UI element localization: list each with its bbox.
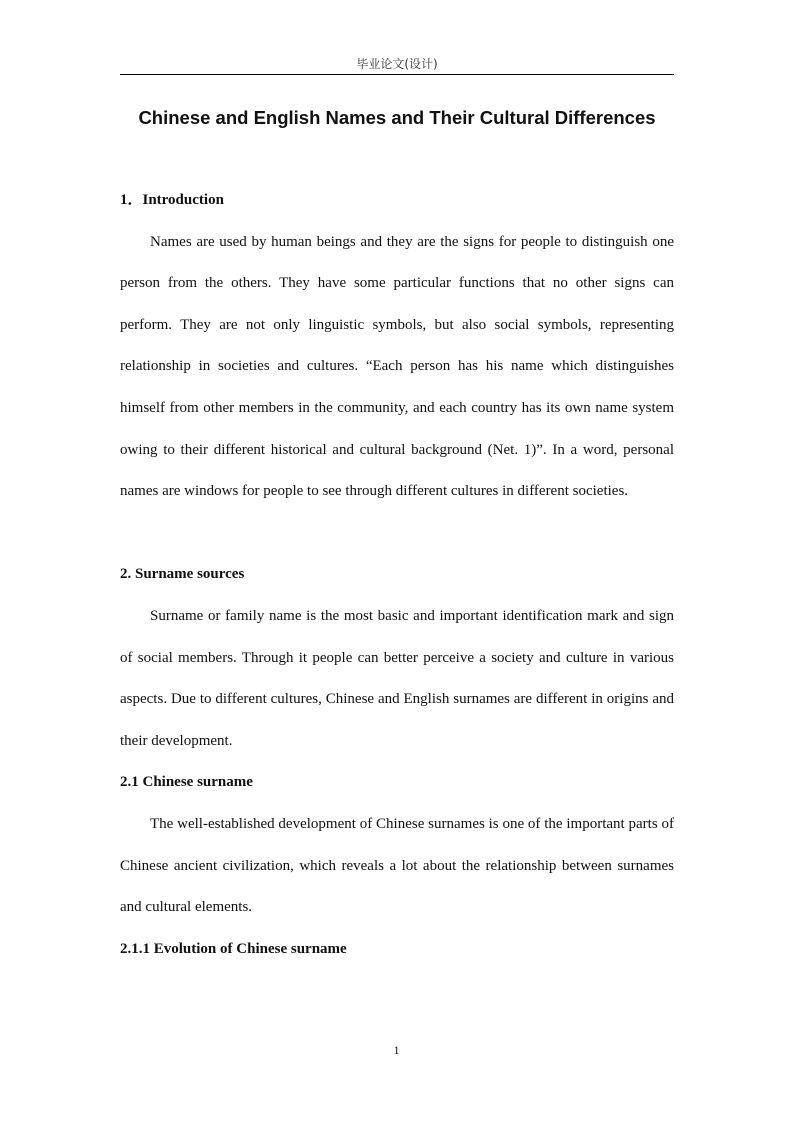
- section-heading-chinese-surname: 2.1 Chinese surname: [120, 774, 253, 791]
- section-heading-introduction: 1．Introduction: [120, 192, 224, 208]
- body-content: [120, 180, 674, 970]
- paragraph-surname-sources: Surname or family name is the most basic and important identification mark and sign of social members. Through it people can better perceive a society and culture in various aspects. Due to different cultures, Chinese and English surnames are different in origins and their development.: [120, 607, 674, 749]
- paragraph-introduction: Names are used by human beings and they are the signs for people to distinguish one person from the others. They have some particular functions that no other signs can perform. They are not only linguistic symbols, but also social symbols, representing relationship in societies and cultures. “Each person has his name which distinguishes himself from other members in the community, and each country has its own name system owing to their different historical and cultural background (Net. 1)”. In a word, personal names are windows for people to see through different cultures in different societies.: [120, 233, 674, 500]
- running-header: 毕业论文(设计): [356, 57, 438, 71]
- paper-title: Chinese and English Names and Their Cultural Differences: [138, 107, 656, 128]
- section-spacer: [120, 513, 674, 555]
- section-heading-surname-sources: 2. Surname sources: [120, 566, 245, 583]
- header-rule: [120, 74, 674, 75]
- section-heading-evolution: 2.1.1 Evolution of Chinese surname: [120, 940, 347, 957]
- page-number: 1: [393, 1043, 400, 1057]
- paragraph-chinese-surname: The well-established development of Chinese surnames is one of the important parts of Chinese ancient civilization, which reveals a lot about the relationship between surnames and cultural elements.: [120, 815, 674, 916]
